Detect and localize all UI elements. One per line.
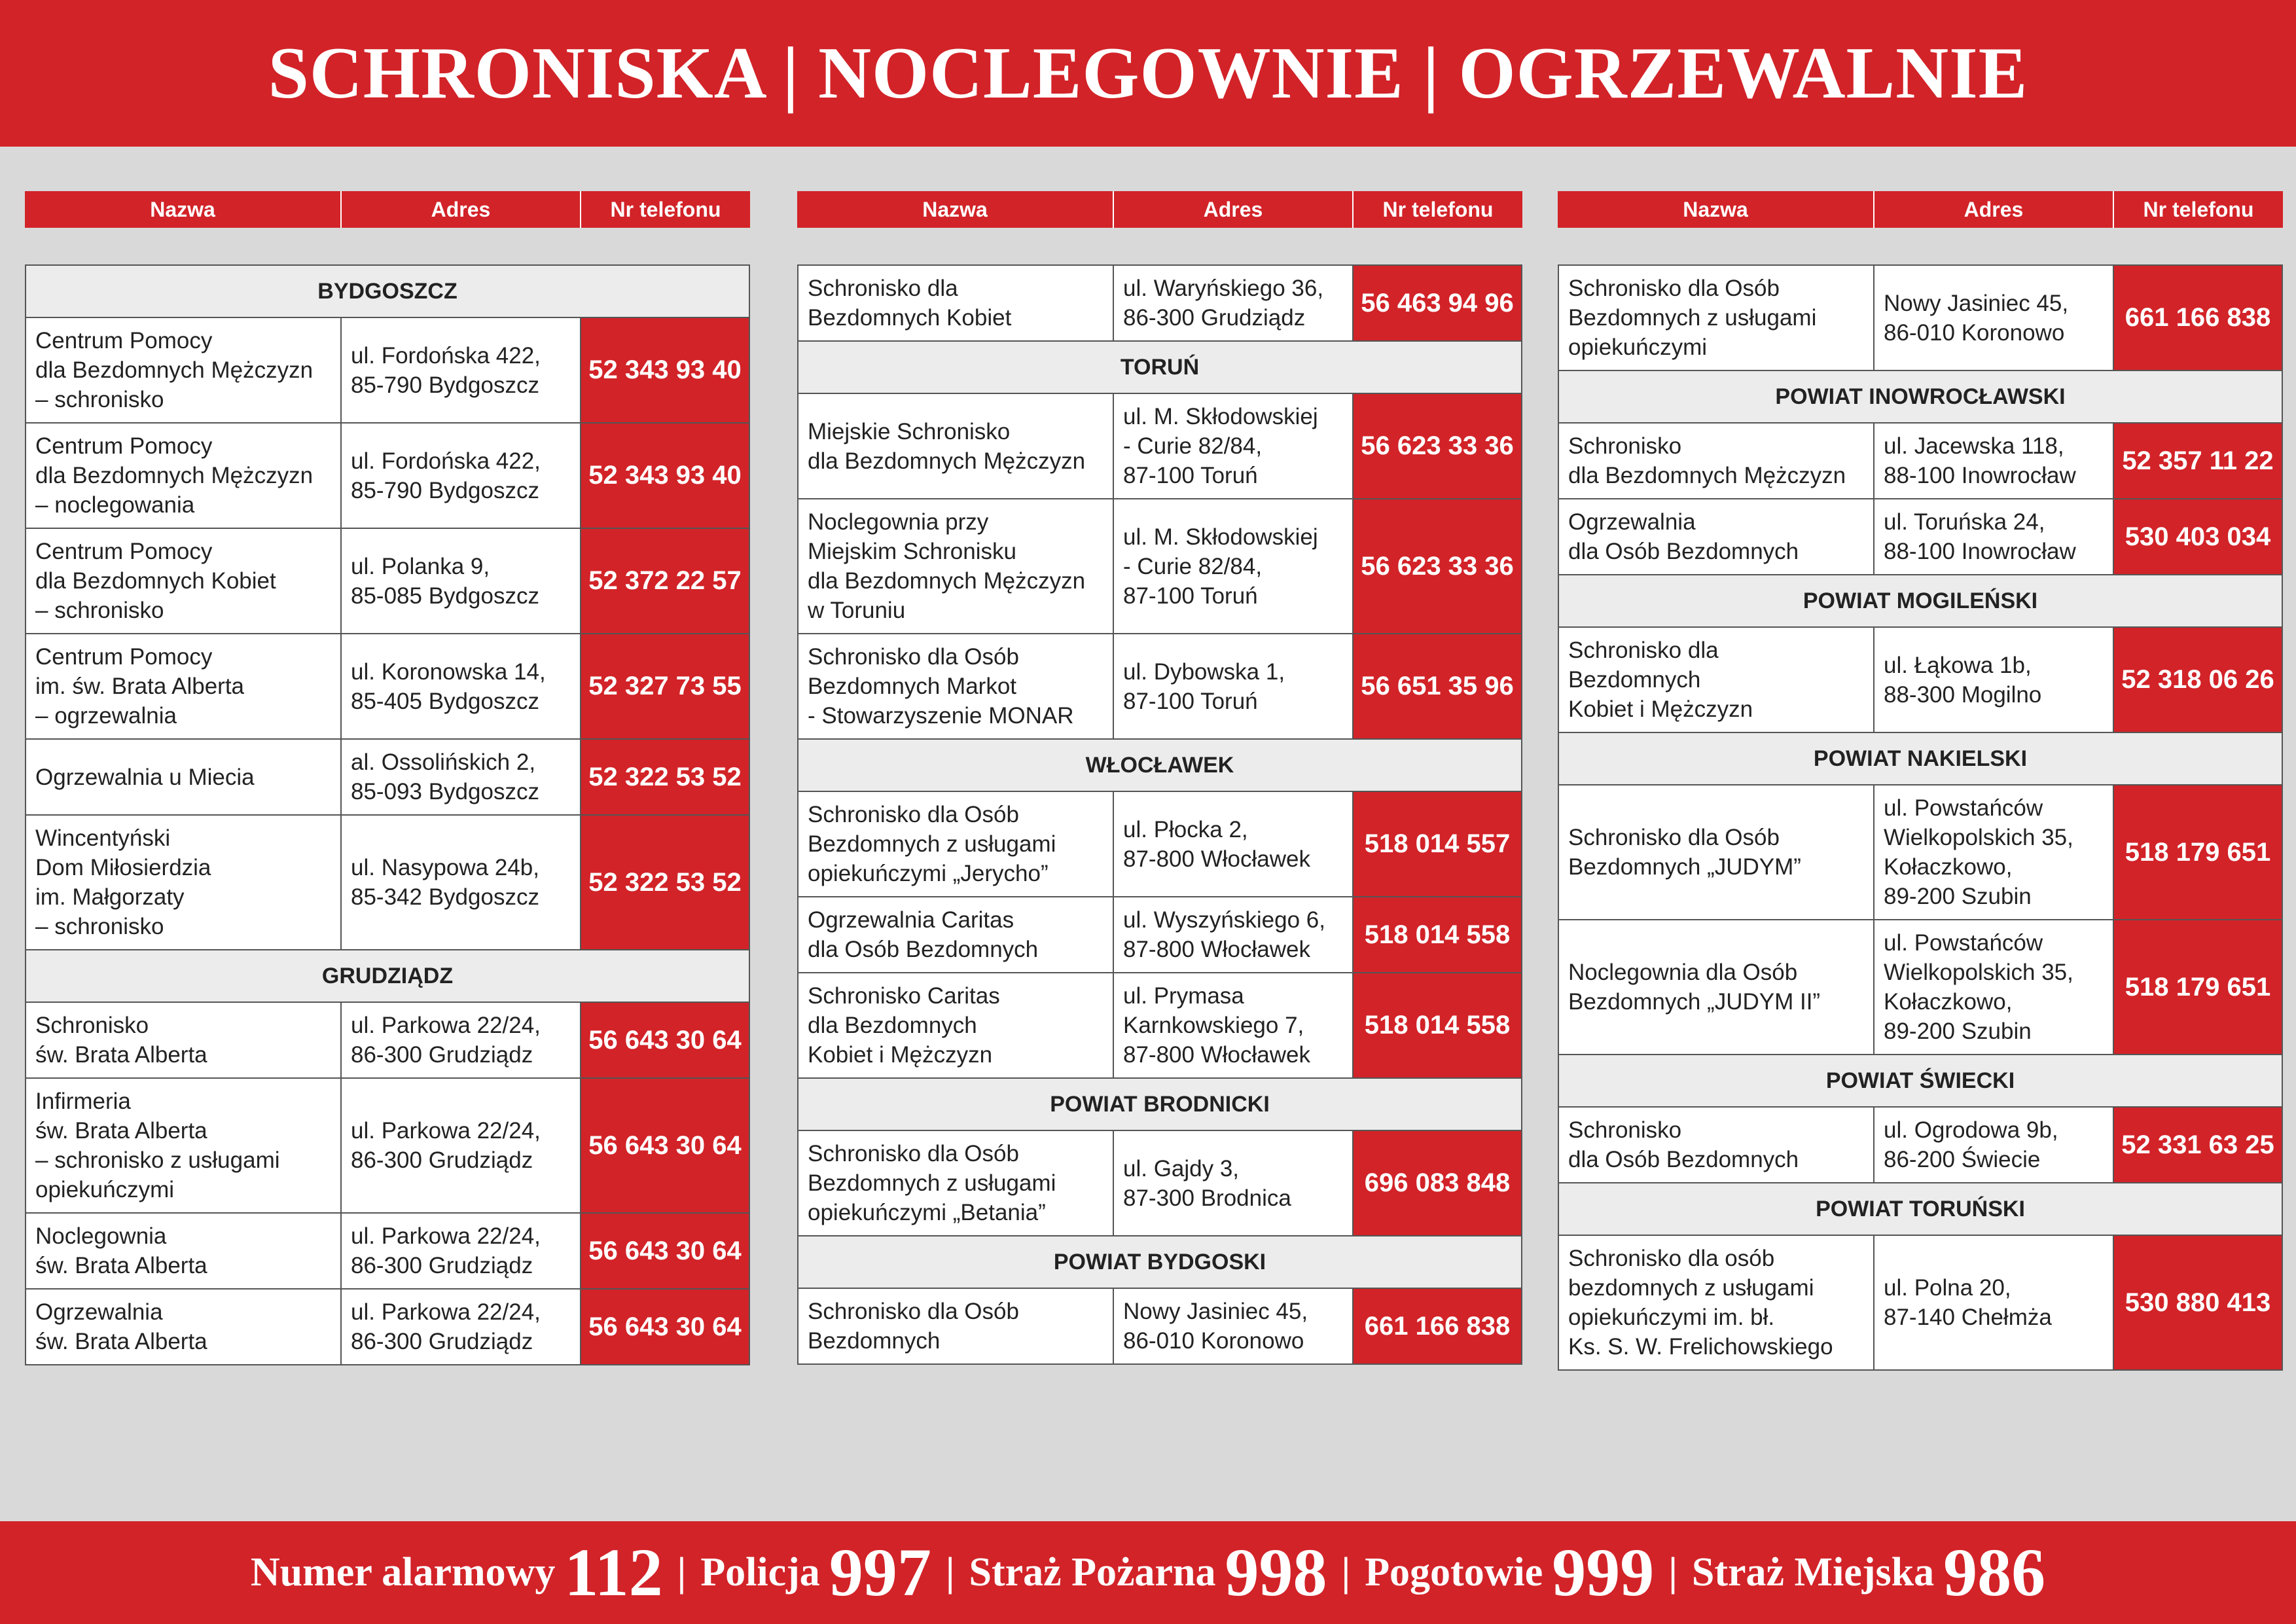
shelter-name <box>26 1214 342 1288</box>
shelter-address-line: - Curie 82/84, <box>1123 553 1263 579</box>
shelter-name-line: – schronisko <box>35 387 164 412</box>
shelter-address-line: 86-010 Koronowo <box>1884 319 2065 346</box>
table-row <box>26 1214 749 1290</box>
header-address: Adres <box>1874 191 2114 228</box>
shelter-name-line: Noclegownia dla Osób <box>1568 960 1798 985</box>
section-header: POWIAT TORUŃSKI <box>1559 1183 2282 1236</box>
section-header: POWIAT INOWROCŁAWSKI <box>1559 371 2282 424</box>
shelter-address <box>1114 1289 1354 1363</box>
header-phone: Nr telefonu <box>2143 197 2254 221</box>
shelter-address-line: 87-140 Chełmża <box>1884 1305 2052 1330</box>
shelter-address <box>1114 792 1354 896</box>
shelter-address-line: 87-100 Toruń <box>1123 463 1258 488</box>
table-row <box>26 740 749 816</box>
shelter-address-line: Kołaczkowo, <box>1884 854 2013 880</box>
shelter-name-line: im. Małgorzaty <box>35 884 185 910</box>
table-row <box>26 1079 749 1214</box>
table-row <box>798 973 1521 1079</box>
shelter-name <box>26 1079 342 1212</box>
shelter-address <box>1874 628 2114 732</box>
shelter-table <box>25 264 750 1365</box>
shelter-address-line: ul. Ogrodowa 9b, <box>1884 1117 2058 1143</box>
shelter-address-line: ul. Koronowska 14, <box>351 659 546 685</box>
table-row <box>798 792 1521 897</box>
phone-number: 52 331 63 25 <box>2114 1108 2282 1182</box>
shelter-address-line: ul. Parkowa 22/24, <box>351 1013 541 1038</box>
phone-number: 52 322 53 52 <box>581 816 749 949</box>
phone-number: 56 651 35 96 <box>1354 634 1521 738</box>
shelter-name-line: Bezdomnych z usługami <box>808 831 1056 857</box>
shelter-address-line: 87-100 Toruń <box>1123 583 1258 609</box>
section-header: POWIAT MOGILEŃSKI <box>1559 575 2282 628</box>
shelter-address-line: ul. Toruńska 24, <box>1884 509 2045 535</box>
shelter-name-line: dla Osób Bezdomnych <box>1568 539 1799 564</box>
shelter-name <box>1559 628 1874 732</box>
shelter-address <box>1114 266 1354 340</box>
shelter-address <box>342 634 581 738</box>
header-address: Adres <box>1114 191 1354 228</box>
shelter-name-line: św. Brata Alberta <box>35 1118 207 1144</box>
police-label: Policja <box>700 1550 820 1595</box>
shelter-name-line: Dom Miłosierdzia <box>35 855 211 880</box>
shelter-address-line: 86-300 Grudziądz <box>351 1253 533 1278</box>
header-name: Nazwa <box>25 191 342 228</box>
shelter-address-line: ul. Parkowa 22/24, <box>351 1299 541 1325</box>
ambulance-number: 999 <box>1552 1535 1655 1610</box>
shelter-name-line: opiekuńczymi <box>1568 334 1708 360</box>
shelter-address <box>342 1290 581 1364</box>
shelter-name-line: opiekuńczymi <box>35 1177 175 1202</box>
shelter-name <box>1559 424 1874 498</box>
header-name: Nazwa <box>1558 191 1874 228</box>
shelter-name-line: Schronisko dla Osób <box>1568 825 1780 850</box>
shelter-address-line: ul. Jacewska 118, <box>1884 433 2064 459</box>
shelter-name <box>798 394 1114 498</box>
table-row <box>798 1289 1521 1363</box>
shelter-address-line: 88-100 Inowrocław <box>1884 539 2076 564</box>
shelter-address-line: 88-300 Mogilno <box>1884 681 2042 708</box>
table-row <box>26 816 749 950</box>
shelter-table <box>797 264 1522 1365</box>
table-row <box>26 529 749 634</box>
phone-number: 518 179 651 <box>2114 785 2282 919</box>
shelter-name-line: św. Brata Alberta <box>35 1329 207 1354</box>
shelter-name-line: dla Bezdomnych Kobiet <box>35 568 276 594</box>
column-header <box>1558 191 2283 228</box>
section-header: GRUDZIĄDZ <box>26 950 749 1003</box>
table-row <box>1559 628 2282 733</box>
phone-number: 52 327 73 55 <box>581 634 749 738</box>
separator: | <box>1668 1550 1677 1595</box>
shelter-name-line: Bezdomnych <box>1568 667 1701 693</box>
section-header: BYDGOSZCZ <box>26 266 749 318</box>
shelter-name-line: Schronisko <box>35 1013 149 1038</box>
shelter-name <box>26 424 342 528</box>
shelter-address <box>1874 1108 2114 1182</box>
table-row <box>26 1003 749 1079</box>
shelter-address-line: ul. Parkowa 22/24, <box>351 1223 541 1249</box>
phone-number: 56 643 30 64 <box>581 1290 749 1364</box>
shelter-address-line: 86-300 Grudziądz <box>351 1329 533 1354</box>
shelter-name-line: Centrum Pomocy <box>35 433 213 459</box>
phone-number: 56 623 33 36 <box>1354 499 1521 633</box>
shelter-name-line: św. Brata Alberta <box>35 1042 207 1068</box>
shelter-address-line: ul. Polanka 9, <box>351 553 490 579</box>
alarm-label: Numer alarmowy <box>250 1550 556 1595</box>
shelter-name-line: Centrum Pomocy <box>35 644 213 670</box>
table-row <box>26 424 749 529</box>
phone-number: 518 014 557 <box>1354 792 1521 896</box>
shelter-name-line: Bezdomnych „JUDYM II” <box>1568 989 1821 1015</box>
column-1 <box>25 191 750 1354</box>
shelter-address-line: ul. Prymasa <box>1123 983 1244 1009</box>
shelter-name <box>798 634 1114 738</box>
shelter-address <box>1874 785 2114 919</box>
shelter-address-line: ul. Fordońska 422, <box>351 342 541 369</box>
table-row <box>1559 1236 2282 1369</box>
phone-number: 52 322 53 52 <box>581 740 749 814</box>
shelter-table <box>1558 264 2283 1371</box>
shelter-address-line: ul. Płocka 2, <box>1123 816 1248 842</box>
shelter-address-line: 86-300 Grudziądz <box>351 1042 533 1068</box>
shelter-name-line: Schronisko dla Osób <box>1568 276 1780 301</box>
shelter-address-line: ul. Łąkowa 1b, <box>1884 652 2032 678</box>
table-row <box>798 897 1521 973</box>
shelter-name-line: Schronisko <box>1568 433 1682 459</box>
shelter-address <box>342 318 581 422</box>
shelter-address-line: 87-100 Toruń <box>1123 688 1258 714</box>
shelter-name-line: - Stowarzyszenie MONAR <box>808 703 1074 729</box>
phone-number: 518 014 558 <box>1354 973 1521 1077</box>
emergency-numbers-banner <box>0 1521 2296 1624</box>
shelter-name <box>26 1290 342 1364</box>
shelter-address-line: 89-200 Szubin <box>1884 884 2032 909</box>
shelter-name <box>26 1003 342 1077</box>
shelter-address <box>342 529 581 633</box>
shelter-address-line: ul. Waryńskiego 36, <box>1123 276 1324 301</box>
section-header: POWIAT ŚWIECKI <box>1559 1055 2282 1108</box>
phone-number: 661 166 838 <box>1354 1289 1521 1363</box>
separator: | <box>677 1550 687 1595</box>
shelter-address-line: Wielkopolskich 35, <box>1884 960 2073 985</box>
table-row <box>798 499 1521 634</box>
shelter-address-line: ul. M. Skłodowskiej <box>1123 524 1318 550</box>
shelter-name <box>798 499 1114 633</box>
shelter-address-line: ul. Powstańców <box>1884 930 2043 956</box>
shelter-name-line: Schronisko Caritas <box>808 983 1000 1009</box>
shelter-address-line: ul. Gajdy 3, <box>1123 1155 1240 1182</box>
shelter-address-line: 87-800 Włocławek <box>1123 937 1310 962</box>
shelter-address-line: ul. M. Skłodowskiej <box>1123 404 1318 429</box>
column-2 <box>797 191 1522 1354</box>
shelter-address <box>342 816 581 949</box>
shelter-address-line: 87-300 Brodnica <box>1123 1185 1291 1211</box>
shelter-name-line: św. Brata Alberta <box>35 1253 207 1278</box>
shelter-name-line: im. św. Brata Alberta <box>35 674 245 699</box>
shelter-name-line: Schronisko dla <box>1568 638 1719 663</box>
shelter-name-line: opiekuńczymi im. bł. <box>1568 1305 1775 1330</box>
shelter-name-line: Miejskie Schronisko <box>808 418 1011 444</box>
shelter-name <box>798 266 1114 340</box>
shelter-name-line: Schronisko <box>1568 1117 1682 1143</box>
shelter-name-line: dla Osób Bezdomnych <box>1568 1147 1799 1172</box>
shelter-address <box>342 1079 581 1212</box>
shelter-name-line: Bezdomnych <box>808 1328 941 1354</box>
phone-number: 56 623 33 36 <box>1354 394 1521 498</box>
police-number: 997 <box>829 1535 931 1610</box>
shelter-name <box>26 318 342 422</box>
shelter-address <box>1874 1236 2114 1369</box>
shelter-name-line: Noclegownia przy <box>808 509 989 535</box>
page-title: SCHRONISKA | NOCLEGOWNIE | OGRZEWALNIE <box>268 32 2028 114</box>
shelter-name-line: Bezdomnych „JUDYM” <box>1568 854 1801 880</box>
shelter-address-line: ul. Polna 20, <box>1884 1275 2011 1301</box>
shelter-name <box>1559 1236 1874 1369</box>
shelter-name <box>798 897 1114 972</box>
section-header: POWIAT BRODNICKI <box>798 1079 1521 1131</box>
shelter-address-line: 85-790 Bydgoszcz <box>351 477 539 503</box>
shelter-name <box>1559 499 1874 574</box>
section-header: POWIAT NAKIELSKI <box>1559 733 2282 785</box>
table-row <box>1559 424 2282 499</box>
shelter-name-line: dla Osób Bezdomnych <box>808 937 1039 962</box>
shelter-name-line: Wincentyński <box>35 825 171 851</box>
shelter-name-line: – schronisko <box>35 598 164 623</box>
shelter-name-line: Ogrzewalnia Caritas <box>808 907 1014 933</box>
separator: | <box>945 1550 955 1595</box>
shelter-name-line: Schronisko dla Osób <box>808 1299 1019 1324</box>
shelter-name-line: bezdomnych z usługami <box>1568 1275 1814 1301</box>
separator: | <box>1341 1550 1351 1595</box>
shelter-address-line: 85-405 Bydgoszcz <box>351 688 539 714</box>
shelter-name <box>1559 266 1874 370</box>
phone-number: 52 357 11 22 <box>2114 424 2282 498</box>
shelter-name-line: Schronisko dla <box>808 276 958 301</box>
shelter-address-line: Nowy Jasiniec 45, <box>1884 290 2069 316</box>
phone-number: 52 343 93 40 <box>581 318 749 422</box>
shelter-address-line: 85-093 Bydgoszcz <box>351 779 539 804</box>
table-row <box>1559 499 2282 575</box>
ambulance-label: Pogotowie <box>1365 1550 1543 1595</box>
phone-number: 56 643 30 64 <box>581 1079 749 1212</box>
page-title-banner <box>0 0 2296 147</box>
shelter-address-line: 88-100 Inowrocław <box>1884 463 2076 488</box>
shelter-name-line: Schronisko dla Osób <box>808 644 1019 670</box>
shelter-name-line: – noclegowania <box>35 492 195 518</box>
shelter-name-line: dla Bezdomnych <box>808 1013 977 1038</box>
shelter-address <box>1874 499 2114 574</box>
shelter-address-line: 85-342 Bydgoszcz <box>351 884 539 910</box>
table-row <box>1559 785 2282 920</box>
phone-number: 56 643 30 64 <box>581 1003 749 1077</box>
table-row <box>798 394 1521 499</box>
shelter-name-line: Bezdomnych z usługami <box>1568 305 1817 331</box>
table-row <box>1559 920 2282 1055</box>
shelter-name-line: Ogrzewalnia <box>1568 509 1696 535</box>
shelter-address-line: Nowy Jasiniec 45, <box>1123 1299 1308 1324</box>
shelter-name-line: dla Bezdomnych Mężczyzn <box>35 357 314 383</box>
shelter-address-line: ul. Parkowa 22/24, <box>351 1118 541 1144</box>
phone-number: 52 343 93 40 <box>581 424 749 528</box>
shelter-name-line: Bezdomnych z usługami <box>808 1170 1056 1196</box>
shelter-address <box>1874 424 2114 498</box>
shelter-name-line: – ogrzewalnia <box>35 703 177 729</box>
shelter-name-line: Schronisko dla Osób <box>808 1141 1019 1166</box>
shelter-address-line: ul. Dybowska 1, <box>1123 659 1285 685</box>
shelter-name-line: – schronisko z usługami <box>35 1147 280 1173</box>
city-guard-number: 986 <box>1943 1535 2046 1610</box>
shelter-name-line: dla Bezdomnych Mężczyzn <box>808 568 1086 594</box>
shelter-address <box>342 1214 581 1288</box>
shelter-name-line: dla Bezdomnych Mężczyzn <box>1568 463 1846 488</box>
shelter-name-line: opiekuńczymi „Betania” <box>808 1200 1046 1225</box>
fire-number: 998 <box>1225 1535 1327 1610</box>
fire-label: Straż Pożarna <box>969 1550 1216 1595</box>
phone-number: 52 318 06 26 <box>2114 628 2282 732</box>
shelter-address <box>1114 634 1354 738</box>
shelter-address-line: 86-300 Grudziądz <box>351 1147 533 1173</box>
table-row <box>26 1290 749 1364</box>
shelter-address <box>342 740 581 814</box>
column-header <box>797 191 1522 228</box>
shelter-address-line: 86-010 Koronowo <box>1123 1328 1304 1354</box>
column-header <box>25 191 750 228</box>
table-row <box>798 634 1521 740</box>
table-row <box>1559 266 2282 371</box>
shelter-address <box>1114 973 1354 1077</box>
header-phone: Nr telefonu <box>610 197 721 221</box>
column-3 <box>1558 191 2283 1360</box>
shelter-address-line: 87-800 Włocławek <box>1123 1042 1310 1068</box>
shelter-name-line: w Toruniu <box>808 598 906 623</box>
shelter-address-line: Karnkowskiego 7, <box>1123 1013 1304 1038</box>
shelter-name <box>26 634 342 738</box>
phone-number: 52 372 22 57 <box>581 529 749 633</box>
shelter-name-line: Ks. S. W. Frelichowskiego <box>1568 1334 1833 1360</box>
shelter-name-line: dla Bezdomnych Mężczyzn <box>808 448 1086 474</box>
section-header: WŁOCŁAWEK <box>798 740 1521 792</box>
shelter-address-line: Wielkopolskich 35, <box>1884 825 2073 850</box>
shelter-address-line: al. Ossolińskich 2, <box>351 749 536 775</box>
shelter-address-line: ul. Powstańców <box>1884 795 2043 821</box>
shelter-name-line: Kobiet i Mężczyzn <box>1568 696 1753 722</box>
table-row <box>798 266 1521 342</box>
shelter-address-line: - Curie 82/84, <box>1123 433 1263 459</box>
shelter-name-line: Noclegownia <box>35 1223 167 1249</box>
shelter-name-line: Centrum Pomocy <box>35 539 213 564</box>
shelter-address <box>1874 266 2114 370</box>
shelter-address <box>1874 920 2114 1054</box>
shelter-address-line: 86-200 Świecie <box>1884 1147 2041 1172</box>
shelter-name <box>1559 920 1874 1054</box>
table-row <box>1559 1108 2282 1183</box>
shelter-address <box>1114 897 1354 972</box>
shelter-name-line: Schronisko dla Osób <box>808 802 1019 827</box>
shelter-name <box>26 816 342 949</box>
phone-number: 518 179 651 <box>2114 920 2282 1054</box>
shelter-address-line: 85-790 Bydgoszcz <box>351 372 539 398</box>
shelter-name <box>26 529 342 633</box>
table-row <box>798 1131 1521 1236</box>
shelter-name <box>798 973 1114 1077</box>
shelter-address <box>1114 499 1354 633</box>
shelter-name-line: Ogrzewalnia <box>35 1299 163 1325</box>
shelter-name-line: dla Bezdomnych Mężczyzn <box>35 463 314 488</box>
shelter-name-line: Ogrzewalnia u Miecia <box>35 764 255 790</box>
header-address: Adres <box>342 191 581 228</box>
phone-number: 518 014 558 <box>1354 897 1521 972</box>
phone-number: 530 403 034 <box>2114 499 2282 574</box>
shelter-name <box>798 1289 1114 1363</box>
shelter-name-line: Infirmeria <box>35 1089 131 1114</box>
phone-number: 696 083 848 <box>1354 1131 1521 1235</box>
city-guard-label: Straż Miejska <box>1691 1550 1935 1595</box>
table-row <box>26 318 749 424</box>
shelter-name-line: Centrum Pomocy <box>35 328 213 353</box>
shelter-name-line: Kobiet i Mężczyzn <box>808 1042 993 1068</box>
shelter-name <box>798 792 1114 896</box>
shelter-address-line: Kołaczkowo, <box>1884 989 2013 1015</box>
shelter-name-line: opiekuńczymi „Jerycho” <box>808 861 1049 886</box>
header-name: Nazwa <box>797 191 1114 228</box>
shelter-address <box>342 1003 581 1077</box>
shelter-name <box>1559 1108 1874 1182</box>
shelter-name-line: Bezdomnych Markot <box>808 674 1017 699</box>
shelter-name <box>1559 785 1874 919</box>
shelter-address <box>1114 394 1354 498</box>
shelter-address-line: 87-800 Włocławek <box>1123 846 1310 872</box>
phone-number: 661 166 838 <box>2114 266 2282 370</box>
shelter-address <box>1114 1131 1354 1235</box>
shelter-address <box>342 424 581 528</box>
section-header: TORUŃ <box>798 342 1521 394</box>
shelter-address-line: 85-085 Bydgoszcz <box>351 583 539 609</box>
shelter-name-line: Schronisko dla osób <box>1568 1246 1775 1271</box>
section-header: POWIAT BYDGOSKI <box>798 1236 1521 1289</box>
shelter-address-line: ul. Nasypowa 24b, <box>351 855 539 880</box>
phone-number: 56 463 94 96 <box>1354 266 1521 340</box>
phone-number: 56 643 30 64 <box>581 1214 749 1288</box>
shelter-name <box>798 1131 1114 1235</box>
shelter-name-line: – schronisko <box>35 914 164 939</box>
shelter-address-line: ul. Wyszyńskiego 6, <box>1123 907 1325 933</box>
shelter-name-line: Miejskim Schronisku <box>808 539 1016 564</box>
table-row <box>26 634 749 740</box>
shelter-name-line: Bezdomnych Kobiet <box>808 305 1012 331</box>
shelter-address-line: ul. Fordońska 422, <box>351 448 541 474</box>
shelter-address-line: 86-300 Grudziądz <box>1123 305 1306 331</box>
shelter-address-line: 89-200 Szubin <box>1884 1019 2032 1044</box>
phone-number: 530 880 413 <box>2114 1236 2282 1369</box>
shelter-name <box>26 740 342 814</box>
header-phone: Nr telefonu <box>1382 197 1494 221</box>
alarm-number: 112 <box>564 1535 663 1610</box>
